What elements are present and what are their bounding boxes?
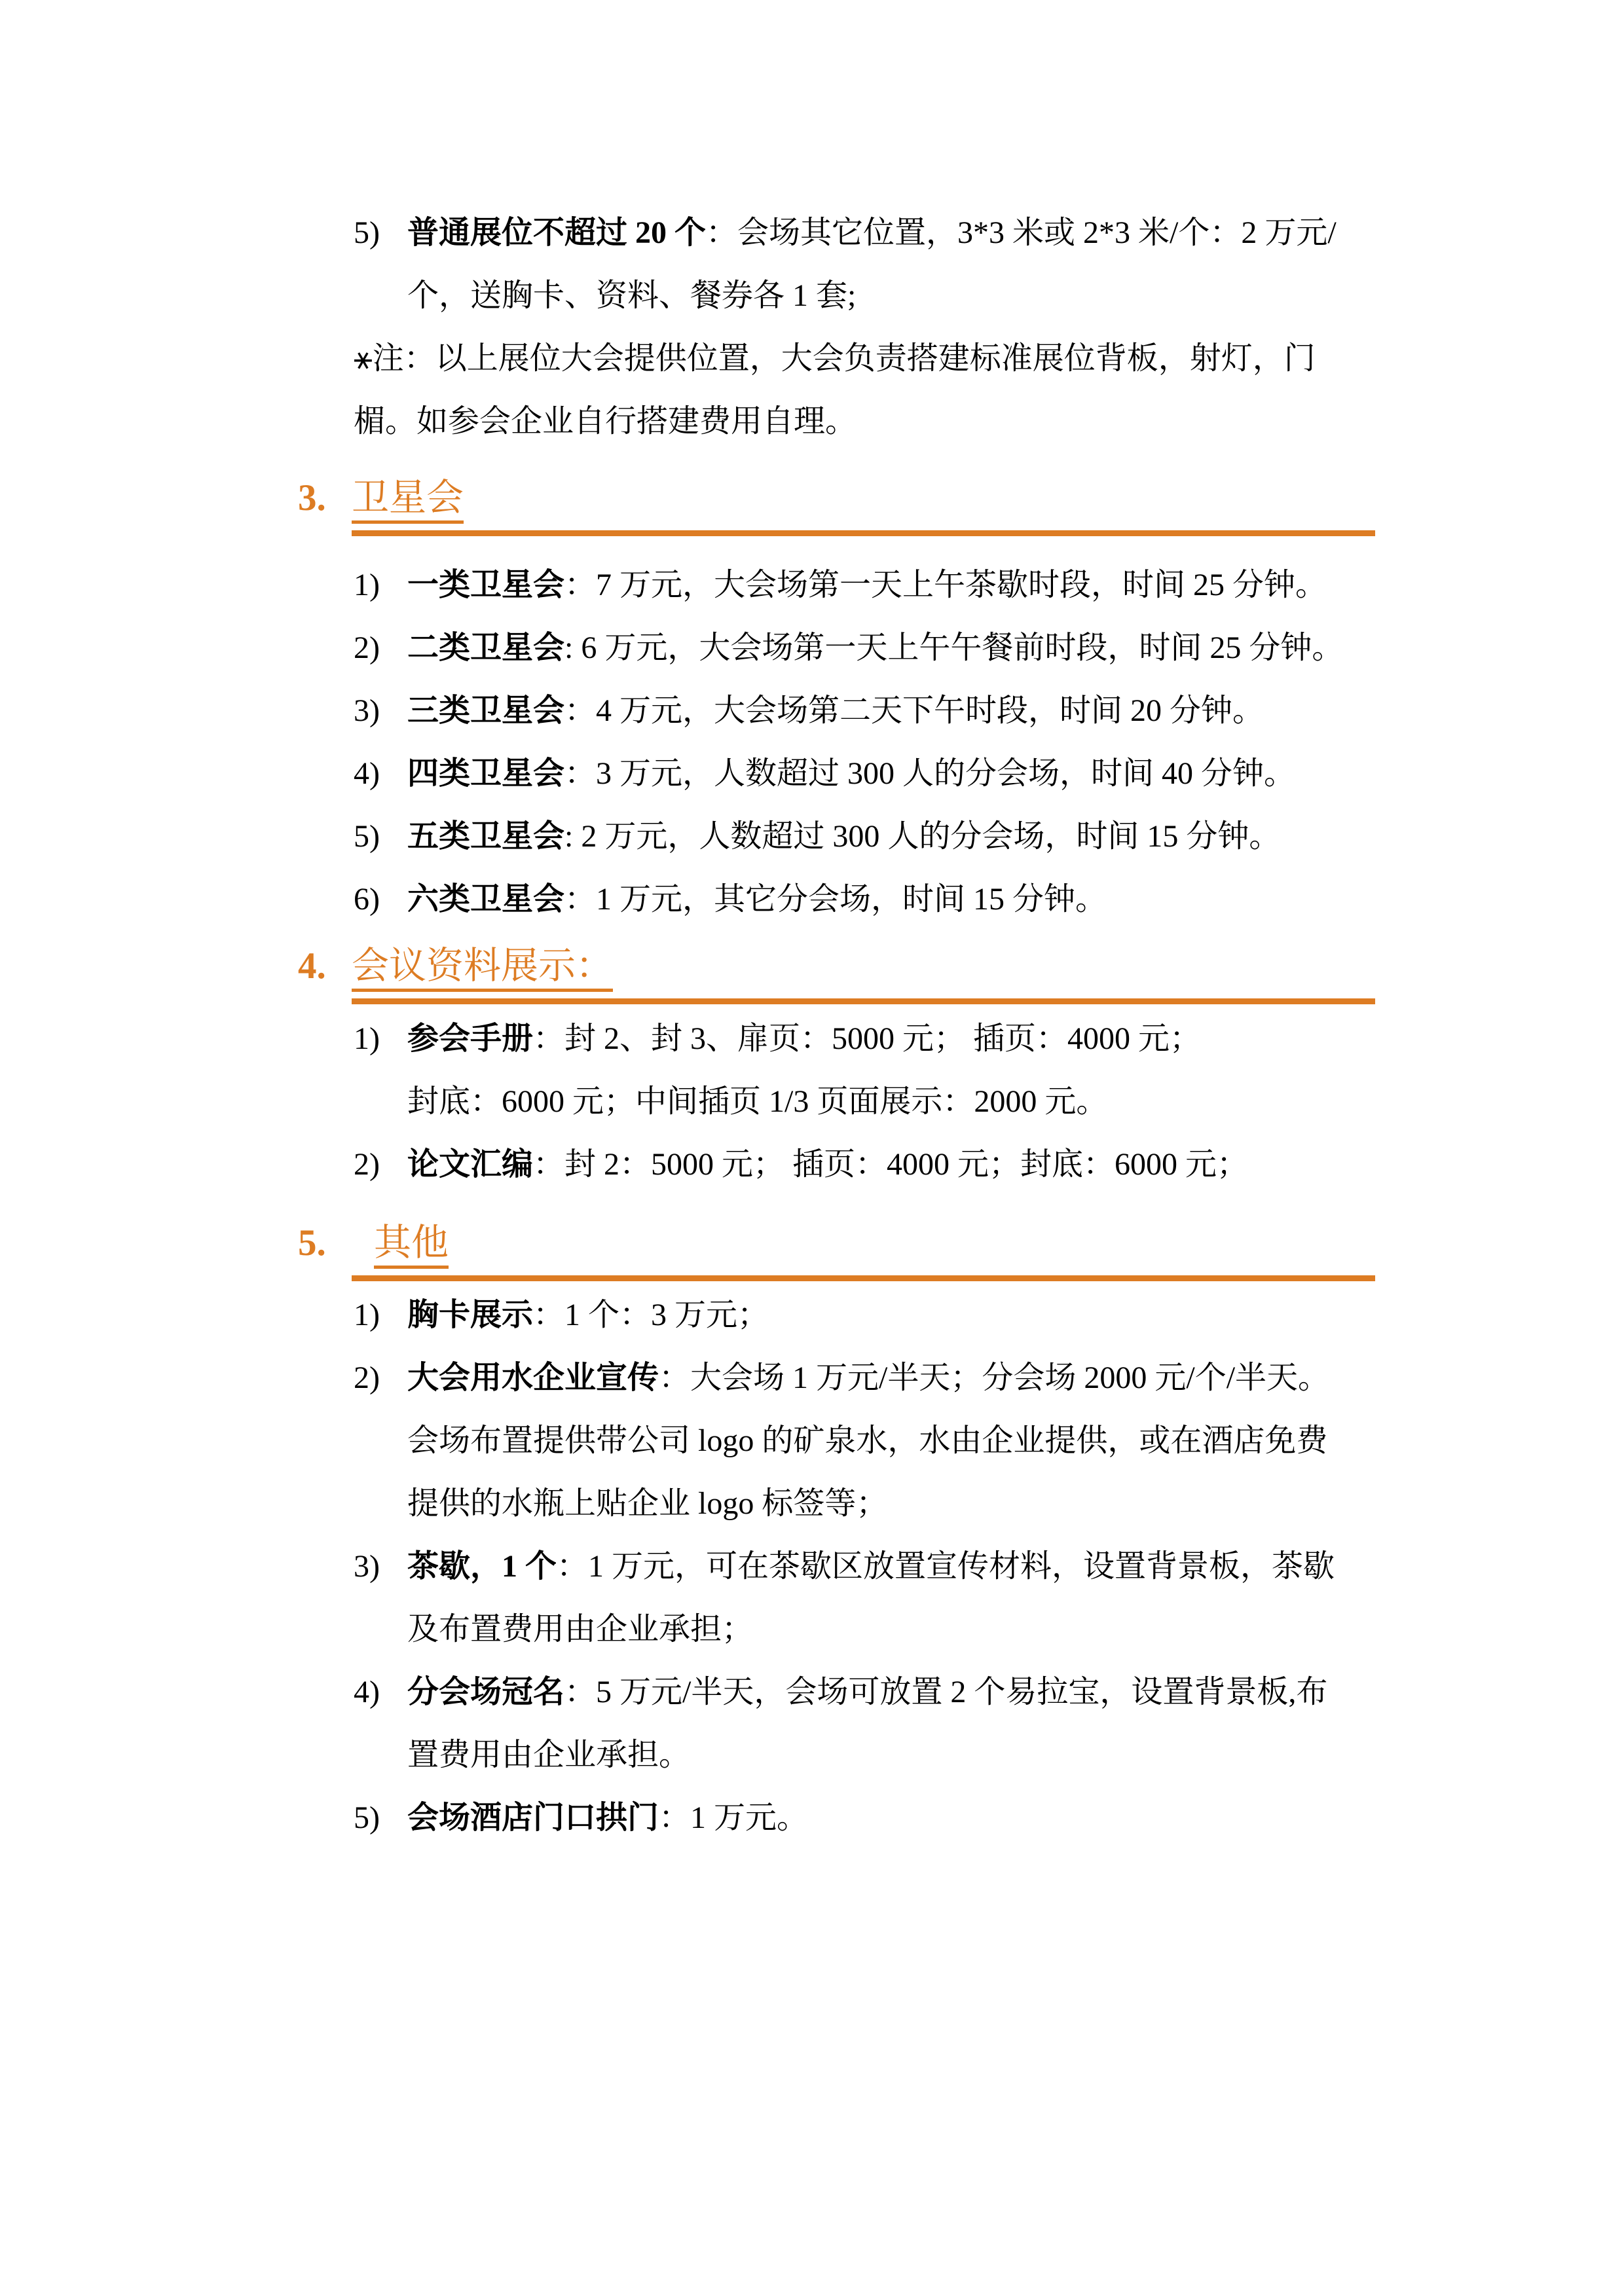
item-line — [407, 742, 1375, 805]
item-label-bold: 五类卫星会 — [407, 819, 565, 854]
item-text: 置费用由企业承担。 — [407, 1738, 691, 1772]
item-line — [407, 1133, 1375, 1196]
item-number: 2) — [354, 630, 380, 665]
item-number: 1) — [354, 1021, 380, 1056]
item-label-bold: 二类卫星会 — [407, 630, 565, 665]
heading-number: 4. — [298, 945, 326, 987]
item-text: ：1 个：3 万元； — [533, 1298, 769, 1332]
item-number: 2) — [354, 1360, 380, 1395]
item-label-bold: 一类卫星会 — [407, 568, 565, 602]
heading-number: 5. — [298, 1222, 326, 1264]
item-label-bold: 会场酒店门口拱门 — [407, 1800, 659, 1835]
heading-rule — [352, 941, 1375, 1004]
item-line — [407, 264, 1375, 327]
item-line — [407, 202, 1375, 264]
heading-title: 会议资料展示： — [352, 945, 613, 987]
item-label-bold: 四类卫星会 — [407, 756, 565, 791]
item-number: 2) — [354, 1147, 380, 1182]
heading-title: 卫星会 — [352, 477, 464, 519]
item-text: 会场布置提供带公司 logo 的矿泉水，水由企业提供，或在酒店免费 — [407, 1423, 1328, 1458]
list-item — [298, 868, 1375, 931]
heading-number: 3. — [298, 477, 326, 519]
item-number: 5) — [354, 215, 380, 250]
item-label-bold: 胸卡展示 — [407, 1298, 534, 1332]
document-content — [298, 202, 1375, 1850]
item-number: 3) — [354, 1549, 380, 1584]
heading-rule — [352, 1218, 1375, 1281]
section-heading — [298, 473, 1375, 536]
item-text: ：7 万元，大会场第一天上午茶歇时段，时间 25 分钟。 — [564, 568, 1327, 602]
list-item — [298, 1284, 1375, 1347]
item-label-bold: 三类卫星会 — [407, 693, 565, 728]
item-line — [407, 1724, 1375, 1787]
list-item — [298, 1661, 1375, 1787]
item-line — [407, 1284, 1375, 1347]
item-label-bold: 普通展位不超过 20 个 — [407, 215, 707, 250]
item-number: 4) — [354, 756, 380, 791]
item-line — [407, 554, 1375, 617]
item-text: ：1 万元，其它分会场，时间 15 分钟。 — [564, 882, 1107, 917]
item-line — [407, 1410, 1375, 1472]
item-text: : 2 万元，人数超过 300 人的分会场，时间 15 分钟。 — [564, 819, 1281, 854]
item-line — [407, 1535, 1375, 1598]
item-number: 1) — [354, 568, 380, 602]
item-line — [407, 617, 1375, 680]
item-line — [407, 680, 1375, 742]
item-text: ：1 万元。 — [659, 1800, 809, 1835]
item-text: 及布置费用由企业承担； — [407, 1612, 754, 1647]
item-line — [407, 1008, 1375, 1070]
item-line — [407, 1661, 1375, 1724]
item-text: ：1 万元，可在茶歇区放置宣传材料，设置背景板，茶歇 — [557, 1549, 1335, 1584]
item-text: ：会场其它位置，3*3 米或 2*3 米/个：2 万元/ — [706, 215, 1337, 250]
item-text: : 6 万元，大会场第一天上午午餐前时段，时间 25 分钟。 — [564, 630, 1344, 665]
section-heading — [298, 1218, 1375, 1281]
heading-title: 其他 — [374, 1222, 449, 1264]
item-text: ：封 2：5000 元； 插页：4000 元；封底：6000 元； — [533, 1147, 1249, 1182]
section-heading — [298, 941, 1375, 1004]
item-label-bold: 参会手册 — [407, 1021, 534, 1056]
heading-rule — [352, 473, 1375, 536]
item-line — [407, 805, 1375, 868]
list-item — [298, 617, 1375, 680]
item-line — [407, 1598, 1375, 1661]
item-text: ：3 万元，人数超过 300 人的分会场，时间 40 分钟。 — [564, 756, 1296, 791]
list-item — [298, 1787, 1375, 1850]
item-line — [407, 1070, 1375, 1133]
list-item — [298, 805, 1375, 868]
note-paragraph — [354, 327, 1375, 453]
item-number: 5) — [354, 819, 380, 854]
item-text: 个，送胸卡、资料、餐券各 1 套; — [407, 278, 857, 313]
list-item — [298, 742, 1375, 805]
note-line: 楣。如参会企业自行搭建费用自理。 — [354, 404, 857, 439]
item-label-bold: 茶歇，1 个 — [407, 1549, 557, 1584]
item-line — [407, 1787, 1375, 1850]
item-text: 提供的水瓶上贴企业 logo 标签等； — [407, 1486, 888, 1521]
list-item — [298, 1008, 1375, 1133]
item-number: 6) — [354, 882, 380, 917]
item-line — [407, 1347, 1375, 1410]
list-item — [298, 680, 1375, 742]
item-label-bold: 大会用水企业宣传 — [407, 1360, 659, 1395]
item-label-bold: 六类卫星会 — [407, 882, 565, 917]
item-number: 3) — [354, 693, 380, 728]
item-text: 封底：6000 元；中间插页 1/3 页面展示：2000 元。 — [407, 1084, 1108, 1119]
item-text: ：4 万元，大会场第二天下午时段，时间 20 分钟。 — [564, 693, 1264, 728]
list-item — [298, 554, 1375, 617]
item-text: ：5 万元/半天，会场可放置 2 个易拉宝，设置背景板,布 — [564, 1675, 1328, 1709]
item-label-bold: 分会场冠名 — [407, 1675, 565, 1709]
item-number: 4) — [354, 1675, 380, 1709]
item-line — [407, 1472, 1375, 1535]
list-item — [298, 1535, 1375, 1661]
item-number: 5) — [354, 1800, 380, 1835]
list-item — [298, 1133, 1375, 1196]
list-item — [298, 202, 1375, 327]
item-label-bold: 论文汇编 — [407, 1147, 534, 1182]
item-text: ：大会场 1 万元/半天；分会场 2000 元/个/半天。 — [659, 1360, 1330, 1395]
item-text: ：封 2、封 3、扉页：5000 元； 插页：4000 元； — [533, 1021, 1202, 1056]
list-item — [298, 1347, 1375, 1535]
item-line — [407, 868, 1375, 931]
item-number: 1) — [354, 1298, 380, 1332]
note-line: ⚹注：以上展位大会提供位置，大会负责搭建标准展位背板，射灯，门 — [354, 341, 1316, 376]
